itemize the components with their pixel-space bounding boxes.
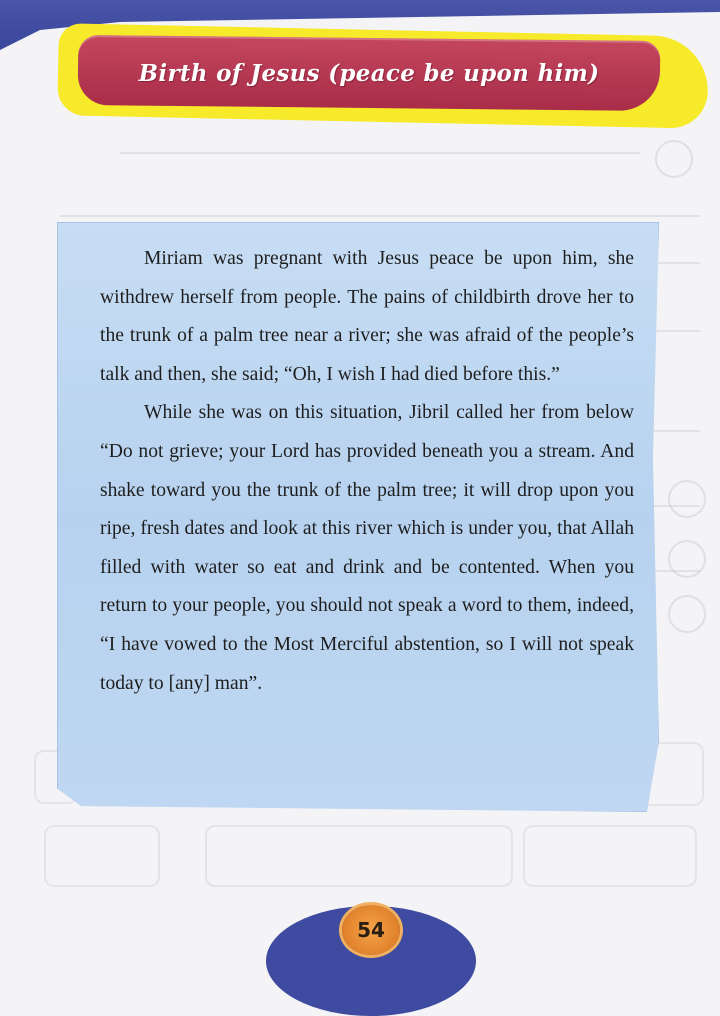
page-title: Birth of Jesus (peace be upon him)	[138, 59, 600, 87]
story-paragraph-2: While she was on this situation, Jibril called her from below “Do not grieve; your Lord has provided beneath you a stream. And shake toward you the trunk of the palm tree; it will drop upon you ripe, fresh dates and look at this river which is under you, that Allah filled with water so eat and drink and be contented. When you return to your people, you should not speak a word to them, indeed, “I have vowed to the Most Merciful abstention, so I will not speak today to [any] man”.	[100, 402, 634, 694]
page-number: 54	[357, 918, 385, 942]
story-text	[100, 240, 634, 703]
story-paragraph-1: Miriam was pregnant with Jesus peace be upon him, she withdrew herself from people. The pains of childbirth drove her to the trunk of a palm tree near a river; she was afraid of the people’s talk and then, she said; “Oh, I wish I had died before this.”	[100, 248, 634, 385]
page-number-badge	[342, 905, 400, 955]
